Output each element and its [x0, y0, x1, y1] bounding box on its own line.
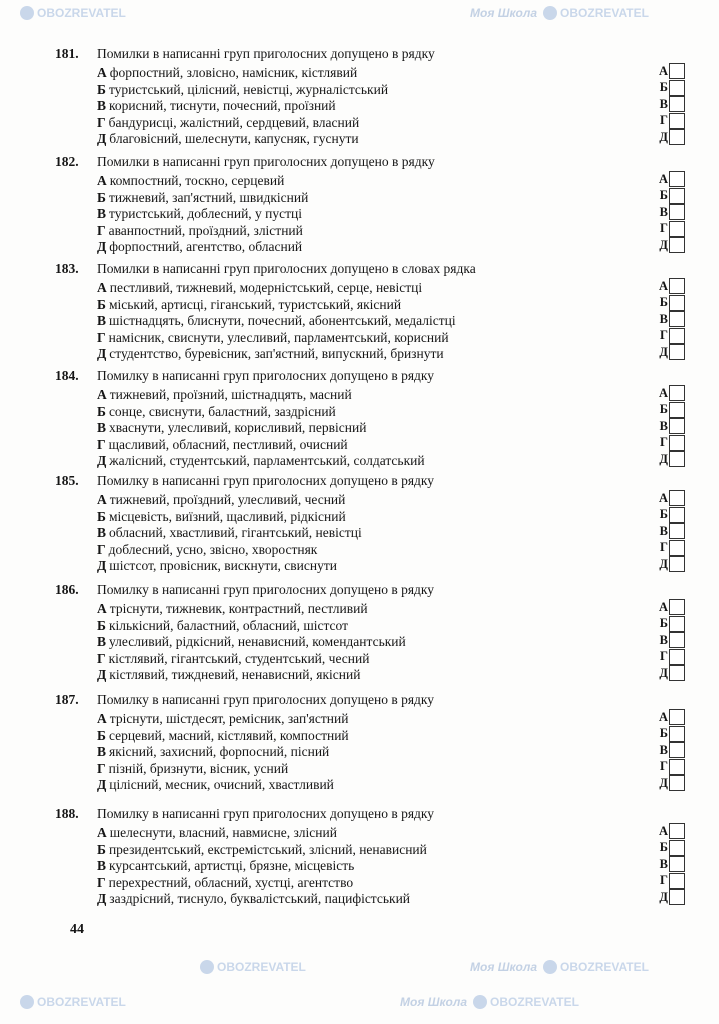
answer-box-letter: Б — [659, 188, 668, 203]
watermark-text: Моя Школа — [400, 995, 468, 1009]
answer-checkbox[interactable] — [669, 775, 685, 791]
option-letter: Б — [97, 296, 106, 312]
answer-option — [97, 728, 349, 744]
answer-box-row — [652, 823, 685, 839]
option-letter: Д — [97, 777, 107, 793]
option-letter: Д — [97, 453, 107, 469]
answer-checkbox[interactable] — [669, 823, 685, 839]
option-letter: Б — [97, 727, 106, 743]
option-text: форпостний, агентство, обласний — [109, 239, 303, 255]
answer-checkbox[interactable] — [669, 278, 685, 294]
option-text: туристський, цілісний, невістці, журналістський — [108, 81, 389, 97]
answer-box-letter: Д — [659, 775, 668, 790]
answer-box-row — [652, 418, 685, 434]
answer-checkbox[interactable] — [669, 523, 685, 539]
answer-box-letter: В — [659, 856, 668, 871]
option-text: тріснути, шістдесят, ремісник, зап'ястний — [109, 711, 349, 726]
answer-checkbox[interactable] — [669, 726, 685, 742]
question-text: Помилку в написанні груп приголосних допущено в рядку — [97, 806, 435, 821]
answer-option — [97, 711, 348, 727]
answer-box-letter: Б — [659, 507, 668, 522]
option-letter: Д — [97, 346, 107, 362]
answer-checkbox[interactable] — [669, 237, 685, 253]
answer-box-row — [652, 840, 685, 856]
answer-checkbox[interactable] — [669, 507, 685, 523]
answer-box-row — [652, 311, 685, 327]
answer-box-row — [652, 742, 685, 758]
answer-box-letter: Д — [659, 665, 668, 680]
answer-checkbox[interactable] — [669, 759, 685, 775]
question-number: 185. — [55, 473, 79, 488]
answer-box-row — [652, 889, 685, 905]
answer-option — [97, 313, 456, 329]
answer-checkbox[interactable] — [669, 709, 685, 725]
answer-box-letter: Д — [659, 556, 668, 571]
answer-box-letter: А — [658, 278, 668, 293]
answer-box-letter: Д — [659, 889, 668, 904]
answer-checkbox[interactable] — [669, 96, 685, 112]
question-text: Помилку в написанні груп приголосних допущено в рядку — [97, 582, 435, 597]
option-text: доблесний, усно, звісно, хворостняк — [108, 541, 318, 557]
option-text: шістсот, провісник, вискнути, свиснути — [109, 558, 337, 574]
answer-option — [97, 492, 345, 508]
answer-box-row — [652, 237, 685, 253]
option-text: шістнадцять, блиснути, почесний, абонентський, медалістці — [109, 313, 456, 329]
option-text: пізній, бризнути, вісник, усний — [108, 760, 289, 776]
option-letter: В — [97, 858, 107, 874]
option-letter: А — [97, 387, 107, 402]
answer-checkbox[interactable] — [669, 80, 685, 96]
answer-checkbox[interactable] — [669, 599, 685, 615]
option-text: тижневий, зап'ястний, швидкісний — [108, 189, 309, 205]
answer-option — [97, 420, 366, 436]
answer-box-row — [652, 599, 685, 615]
answer-box-row — [652, 873, 685, 889]
option-letter: В — [97, 420, 107, 436]
answer-checkbox[interactable] — [669, 649, 685, 665]
option-letter: Г — [97, 114, 106, 130]
answer-option — [97, 525, 362, 541]
answer-box-row — [652, 80, 685, 96]
option-letter: Б — [97, 189, 106, 205]
question-text: Помилку в написанні груп приголосних допущено в рядку — [97, 692, 435, 707]
answer-box-row — [652, 709, 685, 725]
answer-box-row — [652, 221, 685, 237]
answer-box-letter: Б — [659, 295, 668, 310]
watermark-logo-icon — [543, 6, 557, 20]
watermark — [20, 995, 126, 1009]
answer-checkbox[interactable] — [669, 129, 685, 145]
answer-option — [97, 744, 329, 760]
answer-checkbox[interactable] — [669, 889, 685, 905]
answer-box-letter: А — [658, 385, 668, 400]
answer-box-letter: Д — [659, 129, 668, 144]
answer-box-row — [652, 726, 685, 742]
option-letter: Д — [97, 131, 107, 147]
option-text: студентство, буревісник, зап'ястний, випускний, бризнути — [109, 346, 444, 362]
option-letter: Б — [97, 81, 106, 97]
option-letter: В — [97, 744, 107, 760]
answer-box-row — [652, 451, 685, 467]
watermark — [470, 960, 649, 974]
answer-option — [97, 280, 422, 296]
watermark-text: OBOZREVATEL — [560, 960, 649, 974]
answer-option — [97, 173, 284, 189]
option-text: заздрісний, тиснуло, буквалістський, пацифістський — [109, 891, 411, 907]
answer-box-row — [652, 556, 685, 572]
option-text: сонце, свиснути, баластний, заздрісний — [108, 403, 336, 419]
option-letter: А — [97, 711, 107, 726]
answer-option — [97, 115, 359, 131]
answer-option — [97, 98, 336, 114]
answer-box-letter: Г — [660, 649, 668, 664]
answer-checkbox[interactable] — [669, 742, 685, 758]
answer-box-row — [652, 490, 685, 506]
page-number: 44 — [70, 922, 84, 937]
option-letter: Д — [97, 558, 107, 574]
answer-checkbox[interactable] — [669, 451, 685, 467]
option-letter: Г — [97, 541, 106, 557]
answer-option — [97, 875, 353, 891]
answer-box-row — [652, 328, 685, 344]
option-text: курсантський, артистці, брязне, місцевість — [109, 858, 355, 874]
option-text: якісний, захисний, форпосний, пісний — [109, 744, 330, 760]
answer-checkbox[interactable] — [669, 873, 685, 889]
answer-option — [97, 453, 425, 469]
question-number: 186. — [55, 582, 79, 597]
option-text: тижневий, проїзний, шістнадцять, масний — [109, 387, 352, 402]
answer-box-letter: Б — [659, 840, 668, 855]
answer-checkbox[interactable] — [669, 221, 685, 237]
answer-box-row — [652, 385, 685, 401]
option-letter: Б — [97, 403, 106, 419]
question-number: 182. — [55, 154, 79, 169]
answer-box-row — [652, 523, 685, 539]
answer-box-row — [652, 632, 685, 648]
answer-box-letter: Б — [659, 402, 668, 417]
answer-option — [97, 346, 444, 362]
option-letter: Г — [97, 222, 106, 238]
watermark-logo-icon — [20, 6, 34, 20]
answer-box-row — [652, 113, 685, 129]
watermark — [200, 960, 306, 974]
answer-box-row — [652, 540, 685, 556]
answer-box-letter: А — [658, 171, 668, 186]
option-letter: Г — [97, 760, 106, 776]
option-letter: Б — [97, 841, 106, 857]
question-number: 181. — [55, 46, 79, 61]
answer-box-row — [652, 188, 685, 204]
answer-checkbox[interactable] — [669, 556, 685, 572]
option-text: тріснути, тижневик, контрастний, пестливий — [109, 601, 368, 616]
watermark-text: Моя Школа — [470, 960, 538, 974]
option-text: перехрестний, обласний, хустці, агентство — [108, 874, 354, 890]
answer-box-letter: В — [659, 204, 668, 219]
watermark-logo-icon — [473, 995, 487, 1009]
option-letter: Г — [97, 650, 106, 666]
option-text: туристський, доблесний, у пустці — [109, 206, 303, 222]
answer-box-letter: Г — [660, 221, 668, 236]
answer-checkbox[interactable] — [669, 402, 685, 418]
option-text: хваснути, улесливий, корисливий, первісний — [109, 420, 367, 436]
option-text: обласний, хвастливий, гігантський, невістці — [109, 525, 362, 541]
answer-box-letter: В — [659, 632, 668, 647]
watermark-text: Моя Школа — [470, 6, 538, 20]
watermark — [400, 995, 579, 1009]
answer-box-letter: Б — [659, 80, 668, 95]
option-text: аванпостний, проїздний, злістний — [108, 222, 303, 238]
answer-box-letter: А — [658, 599, 668, 614]
answer-option — [97, 206, 302, 222]
answer-option — [97, 891, 410, 907]
option-text: шелеснути, власний, навмисне, злісний — [109, 825, 337, 840]
question-text: Помилку в написанні груп приголосних допущено в рядку — [97, 473, 435, 488]
answer-box-letter: Г — [660, 328, 668, 343]
option-text: улесливий, рідкісний, ненависний, комендантський — [109, 634, 406, 650]
answer-option — [97, 761, 288, 777]
question-text: Помилку в написанні груп приголосних допущено в рядку — [97, 368, 435, 383]
question-text: Помилки в написанні груп приголосних допущено в рядку — [97, 46, 435, 61]
watermark-logo-icon — [20, 995, 34, 1009]
option-text: кістлявий, гігантський, студентський, чесний — [108, 650, 370, 666]
answer-option — [97, 437, 348, 453]
watermark — [20, 6, 126, 20]
answer-box-row — [652, 507, 685, 523]
option-letter: В — [97, 525, 107, 541]
option-letter: Д — [97, 891, 107, 907]
answer-box-row — [652, 775, 685, 791]
answer-checkbox[interactable] — [669, 435, 685, 451]
answer-box-row — [652, 295, 685, 311]
answer-option — [97, 239, 302, 255]
answer-box-letter: А — [658, 823, 668, 838]
option-letter: Г — [97, 329, 106, 345]
option-letter: Д — [97, 239, 107, 255]
option-text: благовісний, шелеснути, капусняк, гуснути — [109, 131, 359, 147]
option-text: намісник, свиснути, улесливий, парламентський, корисний — [108, 329, 449, 345]
answer-option — [97, 131, 359, 147]
option-letter: А — [97, 65, 107, 80]
option-letter: Б — [97, 617, 106, 633]
option-letter: В — [97, 206, 107, 222]
option-text: компостний, тоскно, серцевий — [109, 173, 285, 188]
answer-box-row — [652, 129, 685, 145]
option-text: серцевий, масний, кістлявий, компостний — [108, 727, 349, 743]
option-text: тижневий, проїздний, улесливий, чесний — [109, 492, 346, 507]
answer-box-letter: А — [658, 709, 668, 724]
question-number: 188. — [55, 806, 79, 821]
option-letter: Б — [97, 508, 106, 524]
answer-checkbox[interactable] — [669, 665, 685, 681]
answer-box-row — [652, 665, 685, 681]
answer-option — [97, 190, 308, 206]
answer-checkbox[interactable] — [669, 63, 685, 79]
answer-checkbox[interactable] — [669, 632, 685, 648]
option-text: кістлявий, тиждневий, ненависний, якісний — [109, 667, 361, 683]
option-letter: Г — [97, 874, 106, 890]
question-number: 184. — [55, 368, 79, 383]
answer-box-row — [652, 856, 685, 872]
option-text: кількісний, баластний, обласний, шістсот — [108, 617, 348, 633]
answer-option — [97, 297, 401, 313]
option-text: президентський, екстремістський, злісний, ненависний — [108, 841, 427, 857]
answer-option — [97, 667, 360, 683]
answer-box-letter: В — [659, 742, 668, 757]
answer-checkbox[interactable] — [669, 616, 685, 632]
answer-option — [97, 330, 449, 346]
answer-option — [97, 223, 303, 239]
answer-option — [97, 825, 337, 841]
option-letter: А — [97, 825, 107, 840]
watermark-logo-icon — [200, 960, 214, 974]
answer-option — [97, 858, 354, 874]
answer-box-row — [652, 616, 685, 632]
option-letter: А — [97, 280, 107, 295]
option-text: пестливий, тижневий, модерністський, серце, невістці — [109, 280, 423, 295]
answer-box-letter: Б — [659, 726, 668, 741]
watermark-text: OBOZREVATEL — [217, 960, 306, 974]
watermark-text: OBOZREVATEL — [37, 995, 126, 1009]
answer-box-row — [652, 402, 685, 418]
answer-box-row — [652, 96, 685, 112]
answer-box-letter: Д — [659, 451, 668, 466]
answer-box-letter: В — [659, 418, 668, 433]
option-letter: А — [97, 601, 107, 616]
answer-option — [97, 618, 348, 634]
answer-box-row — [652, 63, 685, 79]
answer-checkbox[interactable] — [669, 204, 685, 220]
answer-box-letter: Г — [660, 435, 668, 450]
answer-checkbox[interactable] — [669, 490, 685, 506]
answer-box-row — [652, 649, 685, 665]
option-text: місцевість, виїзний, щасливий, рідкісний — [108, 508, 346, 524]
watermark-text: OBOZREVATEL — [37, 6, 126, 20]
answer-box-letter: Д — [659, 344, 668, 359]
answer-box-letter: Г — [660, 540, 668, 555]
option-text: форпостний, зловісно, намісник, кістлявий — [109, 65, 358, 80]
option-text: щасливий, обласний, пестливий, очисний — [108, 436, 348, 452]
answer-box-letter: В — [659, 96, 668, 111]
answer-box-row — [652, 204, 685, 220]
answer-box-letter: Г — [660, 113, 668, 128]
answer-checkbox[interactable] — [669, 856, 685, 872]
answer-option — [97, 82, 388, 98]
answer-checkbox[interactable] — [669, 840, 685, 856]
answer-box-letter: А — [658, 490, 668, 505]
answer-checkbox[interactable] — [669, 171, 685, 187]
answer-box-row — [652, 759, 685, 775]
answer-option — [97, 651, 369, 667]
question-number: 183. — [55, 261, 79, 276]
option-text: жалісний, студентський, парламентський, солдатський — [109, 453, 425, 469]
answer-checkbox[interactable] — [669, 418, 685, 434]
question-number: 187. — [55, 692, 79, 707]
option-letter: Д — [97, 667, 107, 683]
answer-box-row — [652, 344, 685, 360]
answer-checkbox[interactable] — [669, 540, 685, 556]
answer-box-letter: Г — [660, 873, 668, 888]
answer-checkbox[interactable] — [669, 295, 685, 311]
option-letter: А — [97, 173, 107, 188]
answer-box-letter: А — [658, 63, 668, 78]
watermark-text: OBOZREVATEL — [560, 6, 649, 20]
answer-checkbox[interactable] — [669, 385, 685, 401]
answer-option — [97, 634, 406, 650]
answer-box-row — [652, 435, 685, 451]
answer-option — [97, 542, 317, 558]
question-text: Помилки в написанні груп приголосних допущено в словах рядка — [97, 261, 476, 276]
answer-checkbox[interactable] — [669, 113, 685, 129]
answer-checkbox[interactable] — [669, 188, 685, 204]
option-letter: В — [97, 313, 107, 329]
watermark-logo-icon — [543, 960, 557, 974]
answer-option — [97, 601, 368, 617]
answer-option — [97, 842, 427, 858]
answer-checkbox[interactable] — [669, 311, 685, 327]
answer-box-letter: Б — [659, 616, 668, 631]
answer-box-row — [652, 278, 685, 294]
question-text: Помилки в написанні груп приголосних допущено в рядку — [97, 154, 435, 169]
answer-option — [97, 387, 352, 403]
answer-option — [97, 558, 337, 574]
answer-option — [97, 65, 357, 81]
answer-box-row — [652, 171, 685, 187]
watermark-text: OBOZREVATEL — [490, 995, 579, 1009]
answer-checkbox[interactable] — [669, 328, 685, 344]
answer-box-letter: Г — [660, 759, 668, 774]
option-letter: Г — [97, 436, 106, 452]
answer-option — [97, 404, 336, 420]
answer-box-letter: В — [659, 311, 668, 326]
option-letter: А — [97, 492, 107, 507]
option-text: корисний, тиснути, почесний, проїзний — [109, 98, 336, 114]
option-text: цілісний, месник, очисний, хвастливий — [109, 777, 334, 793]
answer-option — [97, 777, 334, 793]
option-letter: В — [97, 634, 107, 650]
option-text: міський, артисці, гіганський, туристський, якісний — [108, 296, 402, 312]
option-text: бандурисці, жалістний, сердцевий, власний — [108, 114, 360, 130]
option-letter: В — [97, 98, 107, 114]
watermark — [470, 6, 649, 20]
answer-checkbox[interactable] — [669, 344, 685, 360]
answer-box-letter: Д — [659, 237, 668, 252]
answer-option — [97, 509, 346, 525]
answer-box-letter: В — [659, 523, 668, 538]
